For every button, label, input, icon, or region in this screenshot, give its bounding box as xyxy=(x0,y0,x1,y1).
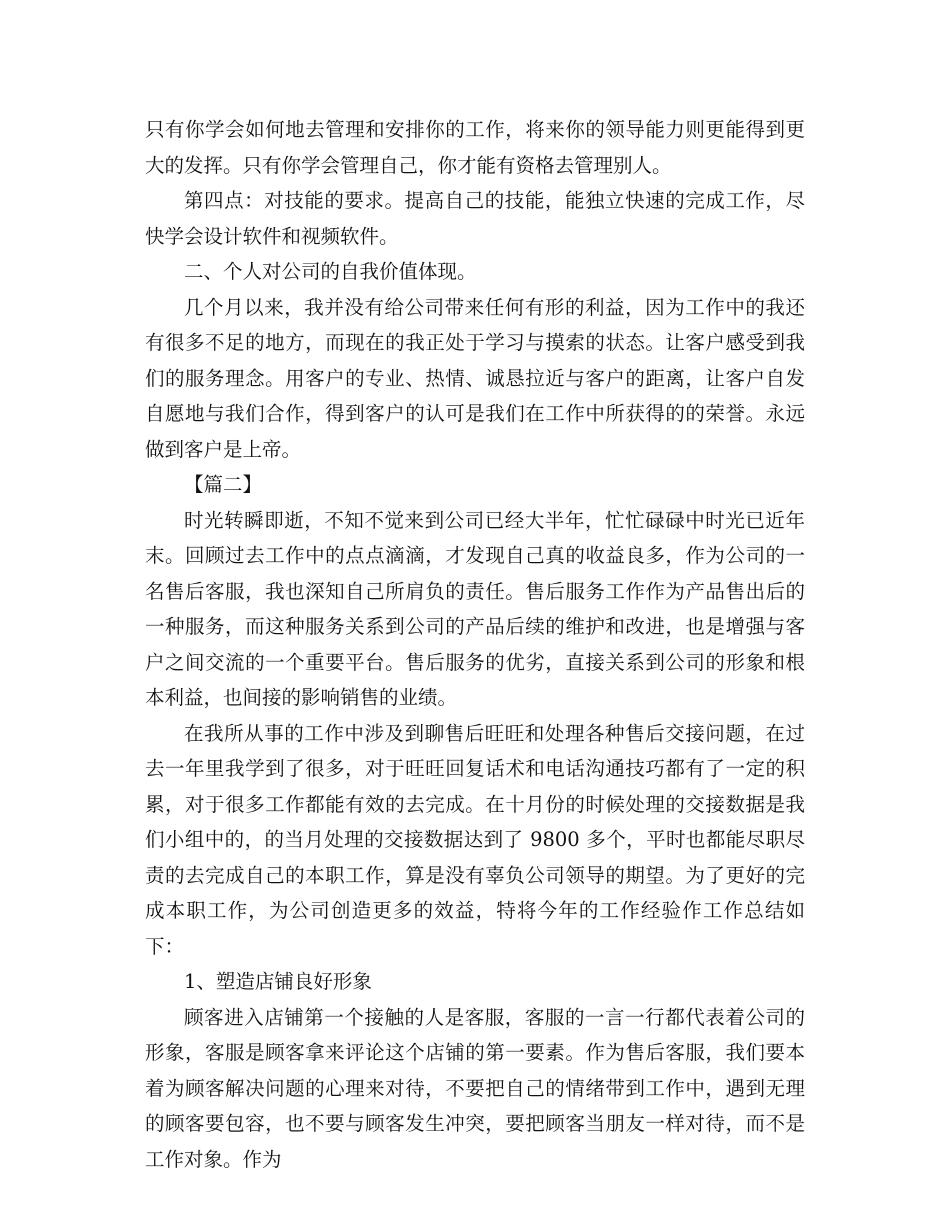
paragraph-2: 第四点：对技能的要求。提高自己的技能，能独立快速的完成工作，尽快学会设计软件和视频软件。 xyxy=(145,189,805,248)
paragraph-4: 几个月以来，我并没有给公司带来任何有形的利益，因为工作中的我还有很多不足的地方，而现在的我正处于学习与摸索的状态。让客户感受到我们的服务理念。用客户的专业、热情、诚恳拉近与客户的距离，让客户自发自愿地与我们合作，得到客户的认可是我们在工作中所获得的的荣誉。永远做到客户是上帝。 xyxy=(145,295,805,461)
paragraph-1: 只有你学会如何地去管理和安排你的工作，将来你的领导能力则更能得到更大的发挥。只有你学会管理自己，你才能有资格去管理别人。 xyxy=(145,118,805,177)
section-heading-part-two: 【篇二】 xyxy=(184,473,263,496)
paragraph-3-heading: 二、个人对公司的自我价值体现。 xyxy=(184,260,477,283)
subheading-1: 1、塑造店铺良好形象 xyxy=(184,970,372,993)
paragraph-9: 顾客进入店铺第一个接触的人是客服，客服的一言一行都代表着公司的形象，客服是顾客拿来评论这个店铺的第一要素。作为售后客服，我们要本着为顾客解决问题的心理来对待，不要把自己的情绪带到工作中，遇到无理的顾客要包容，也不要与顾客发生冲突，要把顾客当朋友一样对待，而不是工作对象。作为 xyxy=(145,1005,805,1171)
document-body xyxy=(145,112,805,1177)
paragraph-6: 时光转瞬即逝，不知不觉来到公司已经大半年，忙忙碌碌中时光已近年末。回顾过去工作中的点点滴滴，才发现自己真的收益良多，作为公司的一名售后客服，我也深知自己所肩负的责任。售后服务工作作为产品售出后的一种服务，而这种服务关系到公司的产品后续的维护和改进，也是增强与客户之间交流的一个重要平台。售后服务的优劣，直接关系到公司的形象和根本利益，也间接的影响销售的业绩。 xyxy=(145,508,805,709)
paragraph-7: 在我所从事的工作中涉及到聊售后旺旺和处理各种售后交接问题，在过去一年里我学到了很多，对于旺旺回复话术和电话沟通技巧都有了一定的积累，对于很多工作都能有效的去完成。在十月份的时候处理的交接数据是我们小组中的，的当月处理的交接数据达到了 9800 多个，平时也都能尽职尽责的去完成自己的本职工作，算是没有辜负公司领导的期望。为了更好的完成本职工作，为公司创造更多的效益，特将今年的工作经验作工作总结如下： xyxy=(145,721,805,958)
